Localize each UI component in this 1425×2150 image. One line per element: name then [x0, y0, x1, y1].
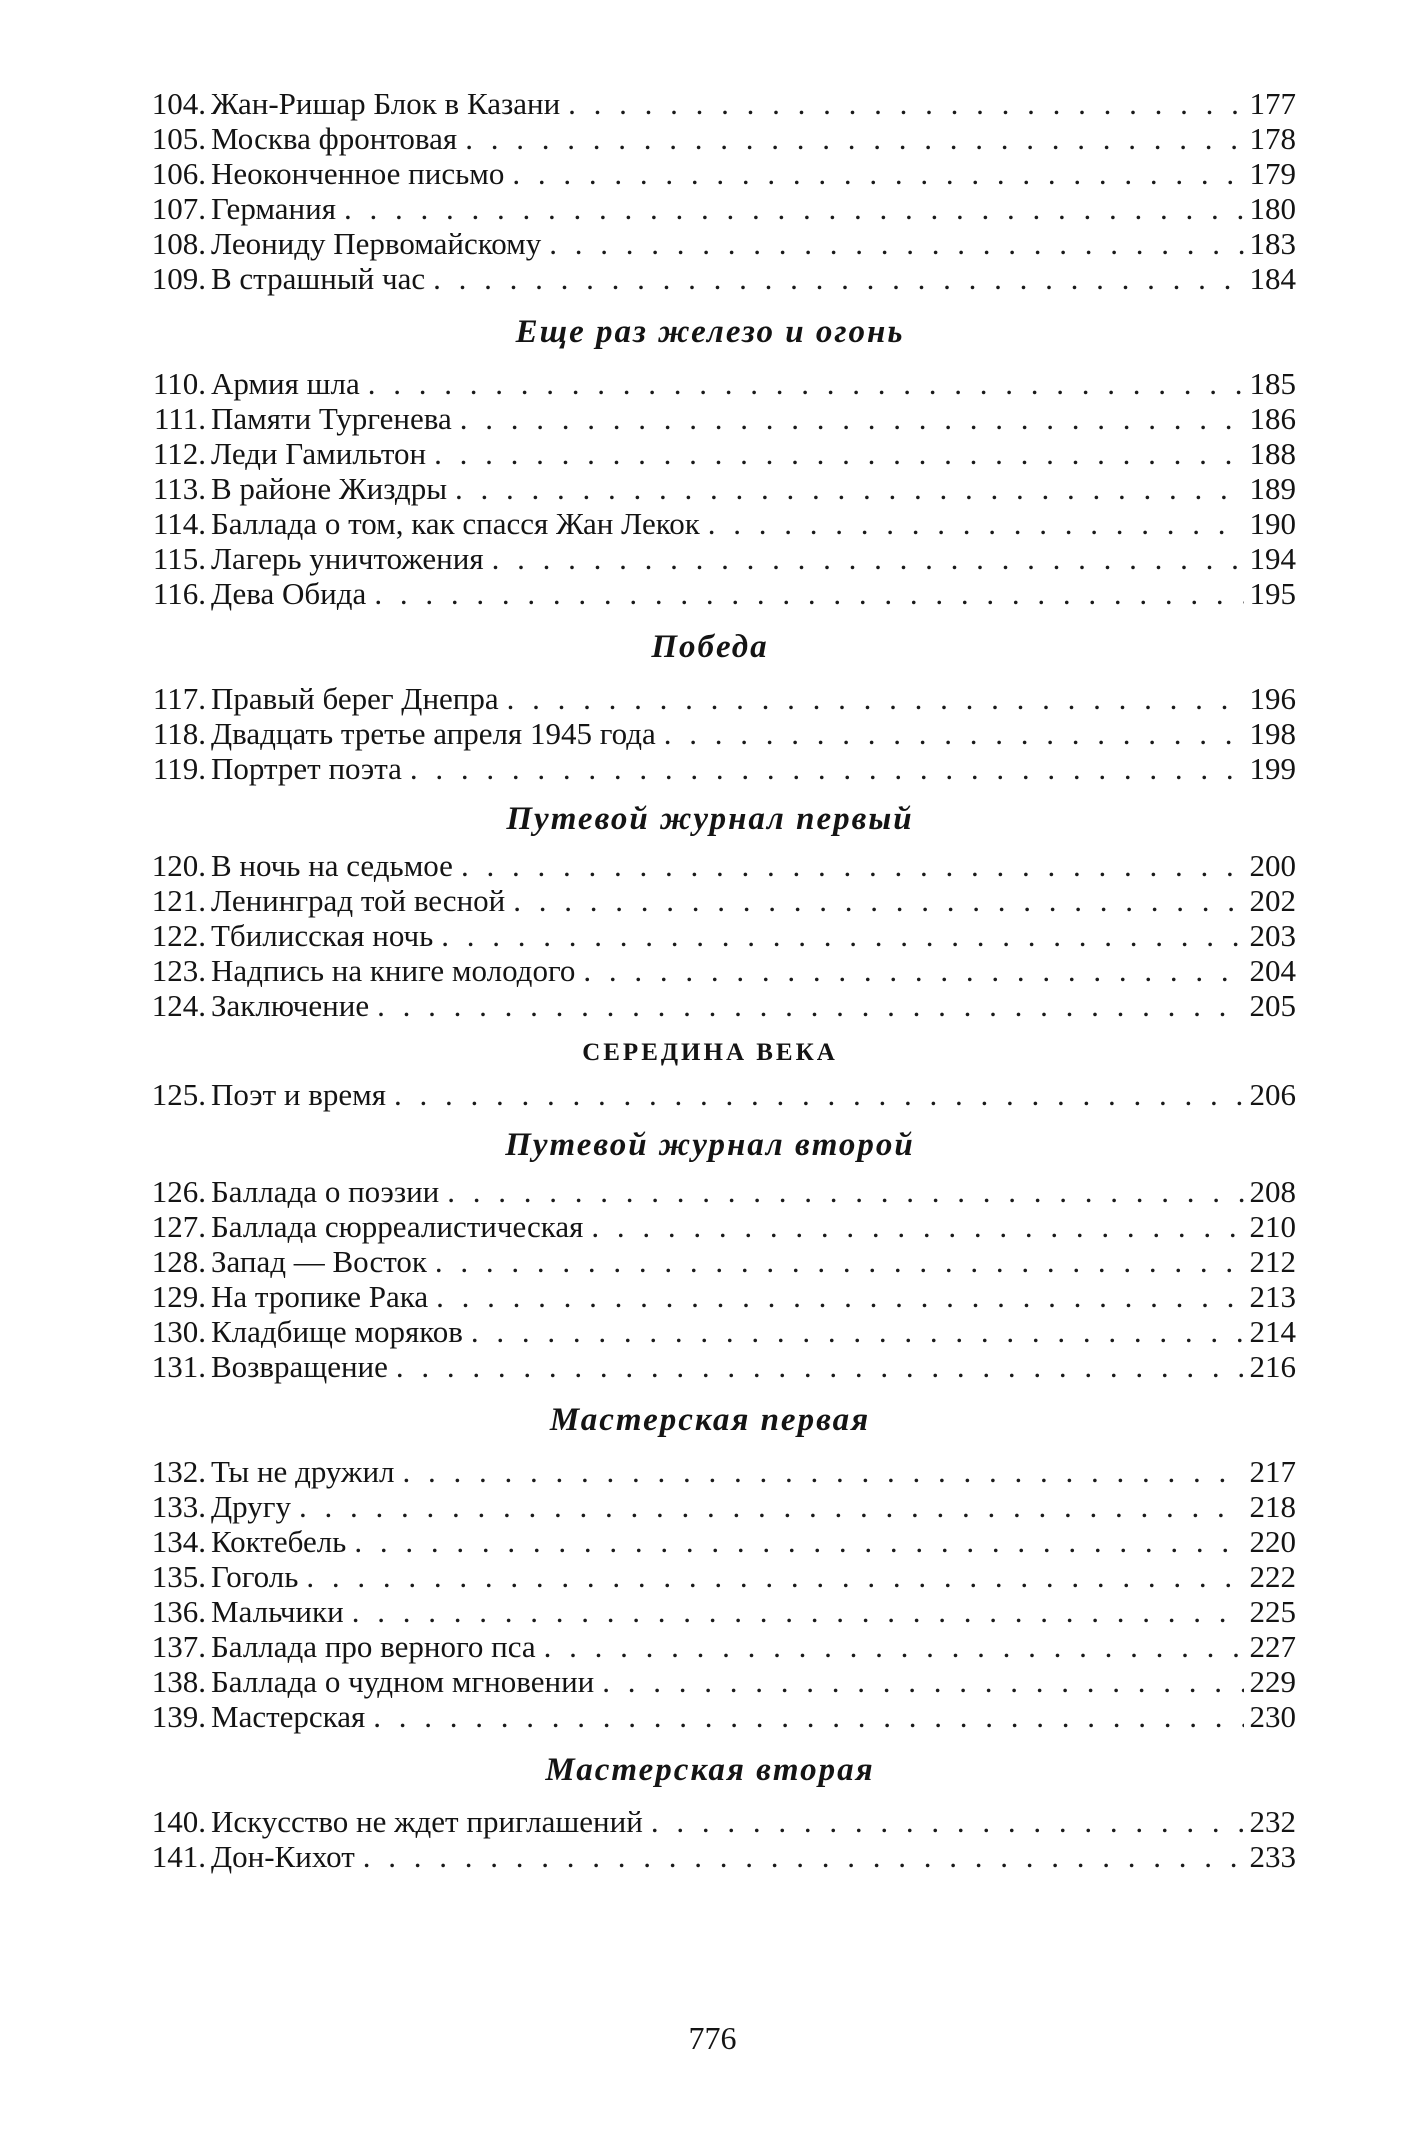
toc-entry — [124, 366, 1296, 401]
entry-title: Кладбище моряков — [211, 1314, 463, 1349]
entry-page: 229 — [1249, 1664, 1296, 1699]
toc-entry — [124, 436, 1296, 471]
entry-page: 195 — [1249, 576, 1296, 611]
entry-title: На тропике Рака — [211, 1279, 429, 1314]
toc-entry — [124, 576, 1296, 611]
entry-number: 114. — [152, 506, 206, 541]
entry-title: Мастерская — [211, 1699, 366, 1734]
dot-leader — [403, 1454, 1244, 1489]
entry-number: 108. — [151, 226, 206, 261]
entry-page: 217 — [1249, 1454, 1296, 1489]
entry-title: Баллада о поэзии — [211, 1174, 440, 1209]
dot-leader — [460, 401, 1244, 436]
section-heading: Мастерская первая — [549, 1402, 871, 1438]
dot-leader — [465, 121, 1243, 156]
entry-page: 177 — [1249, 86, 1296, 121]
toc-entry — [124, 716, 1296, 751]
entry-page: 220 — [1249, 1524, 1296, 1559]
entry-number: 113. — [152, 471, 206, 506]
entry-title: Запад — Восток — [211, 1244, 427, 1279]
entry-title: Лагерь уничтожения — [211, 541, 484, 576]
entry-page: 206 — [1249, 1077, 1296, 1112]
dot-leader — [512, 156, 1243, 191]
entry-number: 128. — [151, 1244, 206, 1279]
toc-entry — [124, 1699, 1296, 1734]
dot-leader — [410, 751, 1244, 786]
entry-title: В ночь на седьмое — [211, 848, 453, 883]
entry-number: 115. — [152, 541, 206, 576]
entry-number: 111. — [154, 401, 206, 436]
entry-title: Поэт и время — [211, 1077, 386, 1112]
entry-title: Правый берег Днепра — [211, 681, 499, 716]
entry-page: 184 — [1249, 261, 1296, 296]
toc-entry — [124, 918, 1296, 953]
entry-page: 216 — [1249, 1349, 1296, 1384]
entry-number: 131. — [151, 1349, 206, 1384]
entry-title: Надпись на книге молодого — [211, 953, 576, 988]
table-of-contents — [124, 86, 1296, 1874]
entry-page: 222 — [1249, 1559, 1296, 1594]
toc-entry — [124, 1349, 1296, 1384]
entry-title: Баллада про верного пса — [211, 1629, 536, 1664]
dot-leader — [549, 226, 1243, 261]
entry-number: 134. — [151, 1524, 206, 1559]
entry-title: Леди Гамильтон — [211, 436, 427, 471]
entry-title: Ты не дружил — [211, 1454, 395, 1489]
entry-title: Армия шла — [211, 366, 360, 401]
dot-leader — [352, 1594, 1244, 1629]
toc-entry — [124, 1279, 1296, 1314]
entry-number: 107. — [151, 191, 206, 226]
entry-page: 186 — [1249, 401, 1296, 436]
dot-leader — [377, 988, 1243, 1023]
entry-number: 130. — [151, 1314, 206, 1349]
dot-leader — [602, 1664, 1243, 1699]
toc-entry — [124, 541, 1296, 576]
entry-number: 141. — [151, 1839, 206, 1874]
entry-number: 127. — [151, 1209, 206, 1244]
entry-page: 180 — [1249, 191, 1296, 226]
entry-title: Ленинград той весной — [211, 883, 506, 918]
toc-entry — [124, 1839, 1296, 1874]
section-heading: Путевой журнал первый — [506, 801, 914, 837]
entry-number: 120. — [151, 848, 206, 883]
toc-entry — [124, 1489, 1296, 1524]
dot-leader — [507, 681, 1244, 716]
entry-title: Дева Обида — [211, 576, 367, 611]
entry-page: 179 — [1249, 156, 1296, 191]
dot-leader — [471, 1314, 1244, 1349]
entry-number: 139. — [151, 1699, 206, 1734]
entry-page: 230 — [1249, 1699, 1296, 1734]
dot-leader — [708, 506, 1244, 541]
entry-page: 225 — [1249, 1594, 1296, 1629]
dot-leader — [583, 953, 1243, 988]
entry-title: Жан-Ришар Блок в Казани — [211, 86, 561, 121]
entry-page: 202 — [1249, 883, 1296, 918]
dot-leader — [435, 1244, 1244, 1279]
section-heading: Победа — [651, 629, 769, 665]
toc-entry — [124, 401, 1296, 436]
entry-page: 190 — [1249, 506, 1296, 541]
toc-entry — [124, 121, 1296, 156]
entry-page: 178 — [1249, 121, 1296, 156]
section-heading: Путевой журнал второй — [505, 1127, 915, 1163]
entry-page: 214 — [1249, 1314, 1296, 1349]
entry-number: 104. — [151, 86, 206, 121]
section-heading: Мастерская вторая — [545, 1752, 875, 1788]
toc-entry — [124, 1594, 1296, 1629]
entry-title: Баллада о том, как спасся Жан Лекок — [211, 506, 700, 541]
toc-entry — [124, 1454, 1296, 1489]
toc-entry — [124, 848, 1296, 883]
toc-entry — [124, 86, 1296, 121]
dot-leader — [306, 1559, 1243, 1594]
entry-number: 109. — [151, 261, 206, 296]
section-heading: СЕРЕДИНА ВЕКА — [582, 1039, 838, 1066]
dot-leader — [436, 1279, 1243, 1314]
entry-number: 137. — [151, 1629, 206, 1664]
toc-entry — [124, 1174, 1296, 1209]
entry-title: Коктебель — [211, 1524, 347, 1559]
entry-number: 121. — [151, 883, 206, 918]
entry-page: 218 — [1249, 1489, 1296, 1524]
entry-number: 140. — [151, 1804, 206, 1839]
entry-number: 110. — [152, 366, 206, 401]
toc-entry — [124, 1804, 1296, 1839]
entry-page: 203 — [1249, 918, 1296, 953]
entry-title: Двадцать третье апреля 1945 года — [211, 716, 656, 751]
toc-entry — [124, 191, 1296, 226]
toc-entry — [124, 1664, 1296, 1699]
entry-number: 106. — [151, 156, 206, 191]
entry-number: 123. — [151, 953, 206, 988]
dot-leader — [373, 1699, 1243, 1734]
entry-number: 119. — [152, 751, 206, 786]
entry-page: 232 — [1249, 1804, 1296, 1839]
dot-leader — [434, 436, 1243, 471]
entry-page: 199 — [1249, 751, 1296, 786]
entry-number: 124. — [151, 988, 206, 1023]
entry-number: 105. — [151, 121, 206, 156]
dot-leader — [568, 86, 1243, 121]
entry-page: 212 — [1249, 1244, 1296, 1279]
entry-page: 185 — [1249, 366, 1296, 401]
entry-number: 118. — [152, 716, 206, 751]
entry-title: В страшный час — [211, 261, 426, 296]
dot-leader — [664, 716, 1244, 751]
toc-entry — [124, 471, 1296, 506]
section-heading: Еще раз железо и огонь — [515, 314, 905, 350]
dot-leader — [374, 576, 1243, 611]
dot-leader — [299, 1489, 1244, 1524]
entry-number: 126. — [151, 1174, 206, 1209]
entry-title: Возвращение — [211, 1349, 388, 1384]
dot-leader — [368, 366, 1244, 401]
entry-title: Неоконченное письмо — [211, 156, 505, 191]
dot-leader — [363, 1839, 1244, 1874]
dot-leader — [492, 541, 1244, 576]
dot-leader — [441, 918, 1243, 953]
entry-page: 188 — [1249, 436, 1296, 471]
toc-entry — [124, 226, 1296, 261]
entry-title: Тбилисская ночь — [211, 918, 434, 953]
dot-leader — [544, 1629, 1244, 1664]
entry-page: 205 — [1249, 988, 1296, 1023]
dot-leader — [513, 883, 1243, 918]
dot-leader — [396, 1349, 1244, 1384]
entry-title: Германия — [211, 191, 336, 226]
entry-number: 117. — [152, 681, 206, 716]
toc-entry — [124, 751, 1296, 786]
entry-page: 204 — [1249, 953, 1296, 988]
dot-leader — [354, 1524, 1243, 1559]
dot-leader — [344, 191, 1244, 226]
entry-page: 233 — [1249, 1839, 1296, 1874]
entry-number: 112. — [152, 436, 206, 471]
entry-number: 122. — [151, 918, 206, 953]
toc-entry — [124, 1314, 1296, 1349]
entry-title: Баллада сюрреалистическая — [211, 1209, 584, 1244]
entry-title: Баллада о чудном мгновении — [211, 1664, 595, 1699]
toc-entry — [124, 681, 1296, 716]
entry-page: 200 — [1249, 848, 1296, 883]
entry-page: 196 — [1249, 681, 1296, 716]
entry-page: 213 — [1249, 1279, 1296, 1314]
entry-page: 227 — [1249, 1629, 1296, 1664]
entry-number: 133. — [151, 1489, 206, 1524]
entry-title: В районе Жиздры — [211, 471, 448, 506]
toc-entry — [124, 1629, 1296, 1664]
toc-entry — [124, 506, 1296, 541]
entry-page: 198 — [1249, 716, 1296, 751]
entry-title: Заключение — [211, 988, 370, 1023]
toc-entry — [124, 156, 1296, 191]
entry-title: Москва фронтовая — [211, 121, 458, 156]
entry-title: Искусство не ждет приглашений — [211, 1804, 643, 1839]
entry-number: 135. — [151, 1559, 206, 1594]
entry-number: 138. — [151, 1664, 206, 1699]
page-number: 776 — [688, 2020, 737, 2056]
toc-entry — [124, 261, 1296, 296]
entry-page: 194 — [1249, 541, 1296, 576]
entry-number: 116. — [152, 576, 206, 611]
dot-leader — [455, 471, 1243, 506]
entry-title: Другу — [211, 1489, 291, 1524]
entry-number: 125. — [151, 1077, 206, 1112]
entry-number: 129. — [151, 1279, 206, 1314]
toc-entry — [124, 1244, 1296, 1279]
toc-entry — [124, 883, 1296, 918]
entry-number: 136. — [151, 1594, 206, 1629]
toc-entry — [124, 1559, 1296, 1594]
entry-page: 210 — [1249, 1209, 1296, 1244]
toc-entry — [124, 988, 1296, 1023]
entry-title: Гоголь — [211, 1559, 299, 1594]
entry-number: 132. — [151, 1454, 206, 1489]
dot-leader — [591, 1209, 1243, 1244]
entry-title: Дон-Кихот — [211, 1839, 355, 1874]
toc-entry — [124, 953, 1296, 988]
entry-page: 183 — [1249, 226, 1296, 261]
dot-leader — [433, 261, 1243, 296]
dot-leader — [461, 848, 1244, 883]
dot-leader — [447, 1174, 1243, 1209]
entry-page: 189 — [1249, 471, 1296, 506]
entry-page: 208 — [1249, 1174, 1296, 1209]
entry-title: Мальчики — [211, 1594, 344, 1629]
toc-entry — [124, 1077, 1296, 1112]
entry-title: Леониду Первомайскому — [211, 226, 542, 261]
entry-title: Памяти Тургенева — [211, 401, 452, 436]
toc-entry — [124, 1209, 1296, 1244]
toc-entry — [124, 1524, 1296, 1559]
dot-leader — [651, 1804, 1244, 1839]
entry-title: Портрет поэта — [211, 751, 402, 786]
dot-leader — [394, 1077, 1244, 1112]
